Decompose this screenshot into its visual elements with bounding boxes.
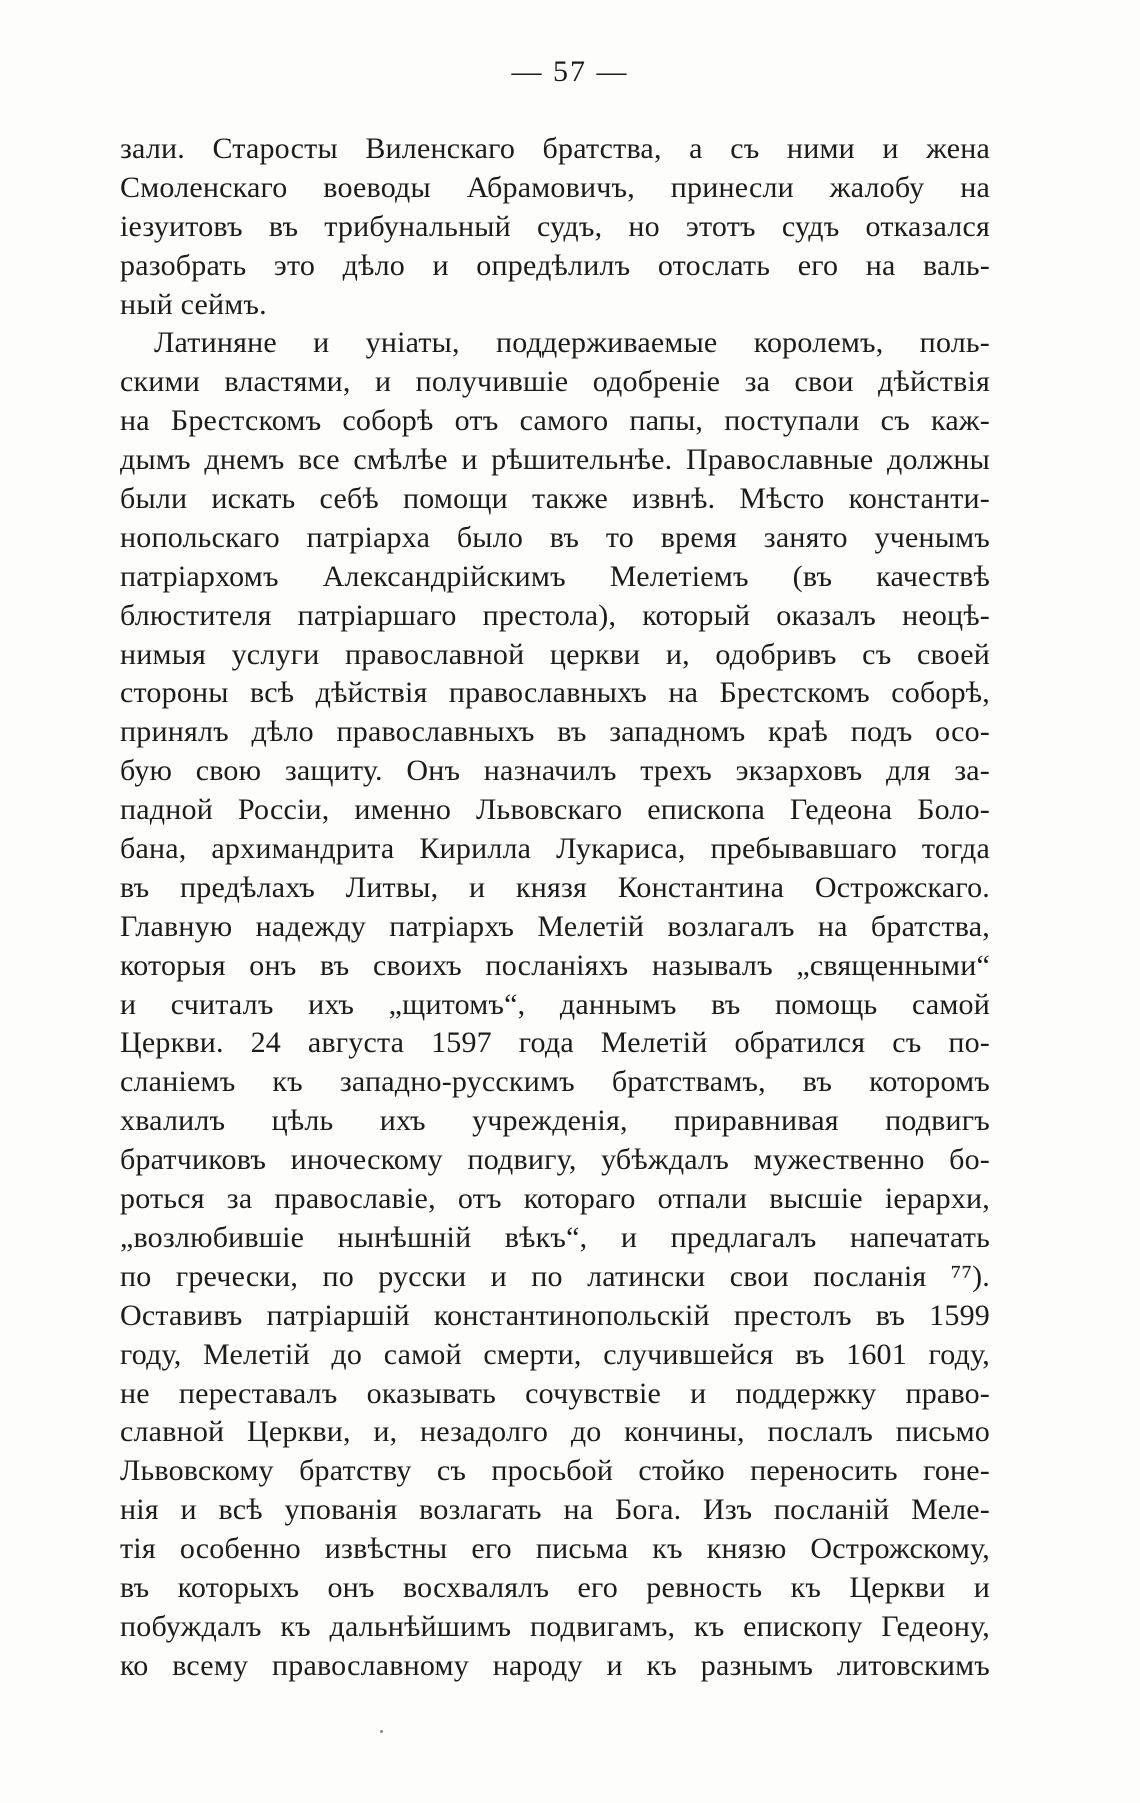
text-line: Львовскому братству съ просьбой стойко переносить гоне- (120, 1454, 990, 1488)
text-line: славной Церкви, и, незадолго до кончины, послалъ письмо (120, 1415, 990, 1449)
text-line: и считалъ ихъ „щитомъ“, даннымъ въ помощь самой (120, 987, 990, 1021)
text-line: бана, архимандрита Кирилла Лукариса, пребывавшаго тогда (120, 832, 990, 866)
text-line: блюстителя патріаршаго престола), который оказалъ неоцѣ- (120, 598, 990, 632)
text-line: Латиняне и уніаты, поддерживаемые королемъ, поль- (154, 326, 990, 360)
text-line: сланіемъ къ западно-русскимъ братствамъ, въ которомъ (120, 1065, 990, 1099)
text-line: году, Мелетій до самой смерти, случившейся въ 1601 году, (120, 1337, 990, 1371)
text-line: стороны всѣ дѣйствія православныхъ на Брестскомъ соборѣ, (120, 676, 990, 710)
print-speck (380, 1730, 383, 1733)
text-line: Оставивъ патріаршій константинопольскій престолъ въ 1599 (120, 1298, 990, 1332)
text-line: не переставалъ оказывать сочувствіе и поддержку право- (120, 1376, 990, 1410)
text-line: которыя онъ въ своихъ посланіяхъ называлъ „священными“ (120, 948, 990, 982)
text-line: „возлюбившіе нынѣшній вѣкъ“, и предлагалъ напечатать (120, 1220, 990, 1254)
text-line: братчиковъ иноческому подвигу, убѣждалъ мужественно бо- (120, 1143, 990, 1177)
text-line: нія и всѣ упованія возлагать на Бога. Изъ посланій Меле- (120, 1493, 990, 1527)
text-line: въ предѣлахъ Литвы, и князя Константина Острожскаго. (120, 870, 990, 904)
text-line: скими властями, и получившіе одобреніе за свои дѣйствія (120, 365, 990, 399)
text-line: хвалилъ цѣль ихъ учрежденія, приравнивая подвигъ (120, 1104, 990, 1138)
text-line: Главную надежду патріархъ Мелетій возлагалъ на братства, (120, 909, 990, 943)
text-line: зали. Старосты Виленскаго братства, а съ ними и жена (120, 132, 990, 165)
text-line: роться за православіе, отъ котораго отпали высшіе іерархи, (120, 1182, 990, 1216)
text-line: ный сеймъ. (120, 287, 267, 321)
text-line: по гречески, по русски и по латински свои посланія ⁷⁷). (120, 1259, 990, 1293)
text-line: дымъ днемъ все смѣлѣе и рѣшительнѣе. Православные должны (120, 443, 990, 477)
page-number: — 57 — (511, 55, 629, 88)
text-line: ко всему православному народу и къ разнымъ литовскимъ (120, 1648, 990, 1682)
text-line: принялъ дѣло православныхъ въ западномъ краѣ подъ осо- (120, 715, 990, 749)
text-line: падной Россіи, именно Львовскаго епископа Гедеона Боло- (120, 793, 990, 827)
text-line: патріархомъ Александрійскимъ Мелетіемъ (въ качествѣ (120, 559, 990, 593)
text-line: нопольскаго патріарха было въ то время занято ученымъ (120, 520, 990, 554)
text-line: нимыя услуги православной церкви и, одобривъ съ своей (120, 637, 990, 671)
text-line: бую свою защиту. Онъ назначилъ трехъ экзарховъ для за- (120, 754, 990, 788)
body-text (120, 130, 990, 1686)
text-line: іезуитовъ въ трибунальный судъ, но этотъ судъ отказался (120, 209, 990, 243)
text-line: разобрать это дѣло и опредѣлилъ отослать его на валь- (120, 248, 990, 282)
text-line: Смоленскаго воеводы Абрамовичъ, принесли жалобу на (120, 170, 990, 204)
text-line: тія особенно извѣстны его письма къ князю Острожскому, (120, 1532, 990, 1566)
text-line: Церкви. 24 августа 1597 года Мелетій обратился съ по- (120, 1026, 990, 1060)
text-line: побуждалъ къ дальнѣйшимъ подвигамъ, къ епископу Гедеону, (120, 1609, 990, 1643)
text-line: въ которыхъ онъ восхвалялъ его ревность къ Церкви и (120, 1570, 990, 1604)
text-line: были искать себѣ помощи также извнѣ. Мѣсто константи- (120, 482, 990, 516)
text-line: на Брестскомъ соборѣ отъ самого папы, поступали съ каж- (120, 404, 990, 438)
